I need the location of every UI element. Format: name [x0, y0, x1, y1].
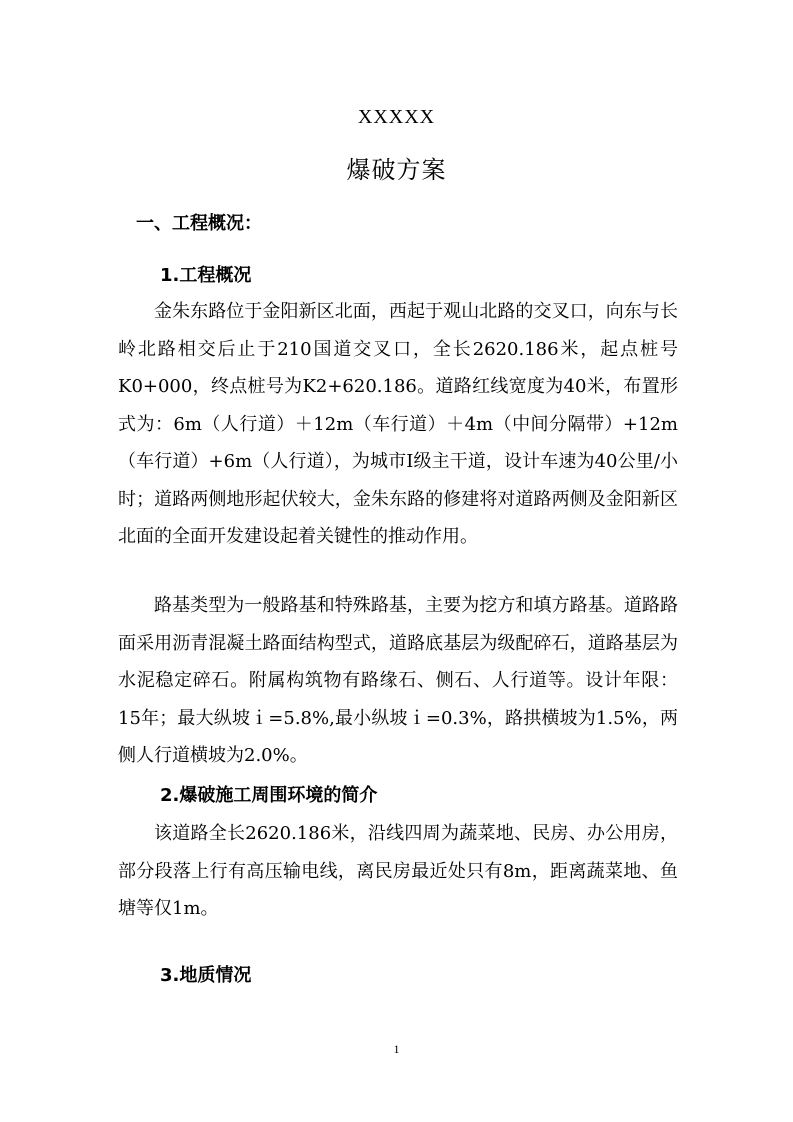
document-title: 爆破方案 — [346, 156, 447, 184]
subsection-heading-project-overview: 1.工程概况 — [160, 265, 252, 286]
paragraph-road-description: 金朱东路位于金阳新区北面，西起于观山北路的交叉口，向东与长岭北路相交后止于210国道交叉口，全长2620.186米，起点桩号K0+000，终点桩号为K2+620.186。道路红线宽度为40米，布置形式为：6m（人行道）＋12m（车行道）＋4m（中间分隔带）+12m（车行道）+6m（人行道），为城市Ⅰ级主干道，设计车速为40公里/小时；道路两侧地形起伏较大，金朱东路的修建将对道路两侧及金阳新区北面的全面开发建设起着关键性的推动作用。 — [118, 301, 678, 547]
paragraph-subgrade-description: 路基类型为一般路基和特殊路基，主要为挖方和填方路基。道路路面采用沥青混凝土路面结构型式，道路底基层为级配碎石，道路基层为水泥稳定碎石。附属构筑物有路缘石、侧石、人行道等。设计年限：15年；最大纵坡ｉ=5.8%,最小纵坡ｉ=0.3%，路拱横坡为1.5%，两侧人行道横坡为2.0%。 — [118, 595, 678, 766]
subsection-heading-environment: 2.爆破施工周围环境的简介 — [160, 785, 378, 806]
page-number: 1 — [393, 1042, 400, 1056]
paragraph-environment: 该道路全长2620.186米，沿线四周为蔬菜地、民房、办公用房，部分段落上行有高压输电线，离民房最近处只有8m，距离蔬菜地、鱼塘等仅1m。 — [118, 823, 678, 919]
subsection-heading-geology: 3.地质情况 — [160, 965, 252, 986]
section-heading-overview: 一、工程概况： — [136, 213, 262, 234]
document-title-code: XXXXX — [357, 106, 436, 128]
